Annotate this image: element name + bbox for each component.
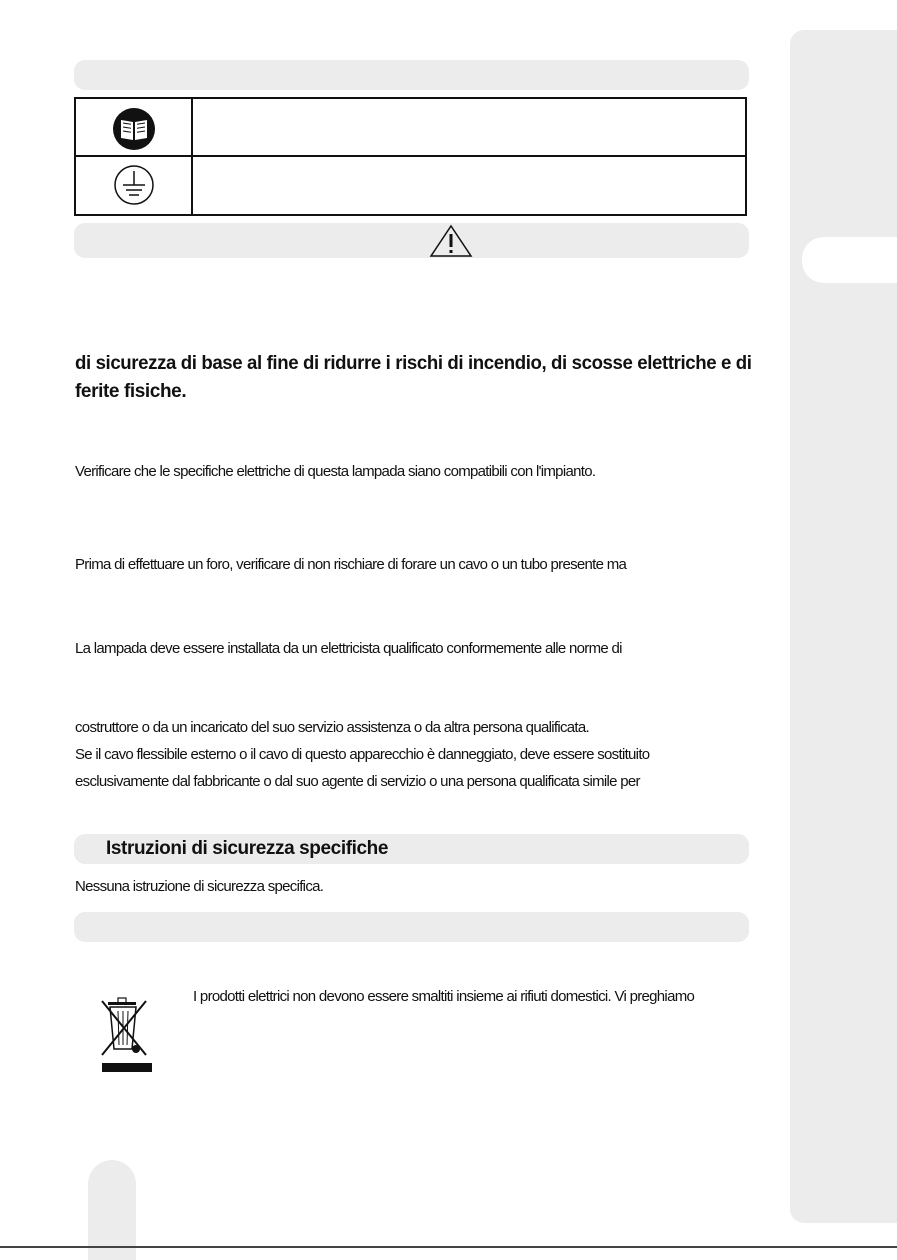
instruction-repair-line-1: costruttore o da un incaricato del suo servizio assistenza o da altra persona qualificata. [75, 719, 589, 736]
specific-section-body: Nessuna istruzione di sicurezza specifica. [75, 878, 324, 895]
instruction-electrical-spec: Verificare che le specifiche elettriche di questa lampada siano compatibili con l'impianto. [75, 463, 596, 480]
header-band [74, 60, 749, 90]
warning-band [74, 223, 749, 258]
instruction-drilling: Prima di effettuare un foro, verificare di non rischiare di forare un cavo o un tubo presente ma [75, 556, 627, 573]
instruction-repair-line-2: Se il cavo flessibile esterno o il cavo di questo apparecchio è danneggiato, deve essere sostituito [75, 746, 650, 763]
instruction-repair-line-3: esclusivamente dal fabbricante o dal suo agente di servizio o una persona qualificata simile per [75, 773, 640, 790]
warning-triangle-icon [429, 224, 473, 263]
weee-crossed-bin-icon [96, 997, 158, 1080]
disposal-band [74, 912, 749, 942]
side-tab-strip [790, 30, 897, 1223]
disposal-text: I prodotti elettrici non devono essere smaltiti insieme ai rifiuti domestici. Vi preghiamo [193, 988, 695, 1005]
symbols-table [74, 97, 747, 216]
protective-earth-icon [112, 163, 156, 212]
specific-section-title: Istruzioni di sicurezza specifiche [106, 838, 389, 859]
safety-intro-line-1: di sicurezza di base al fine di ridurre i rischi di incendio, di scosse elettriche e di [75, 353, 752, 374]
instruction-installation: La lampada deve essere installata da un elettricista qualificato conformemente alle norme di [75, 640, 622, 657]
language-tab[interactable] [802, 237, 897, 283]
read-manual-icon [112, 107, 156, 156]
safety-intro-line-2: ferite fisiche. [75, 381, 187, 402]
page-number-tab [88, 1160, 136, 1260]
